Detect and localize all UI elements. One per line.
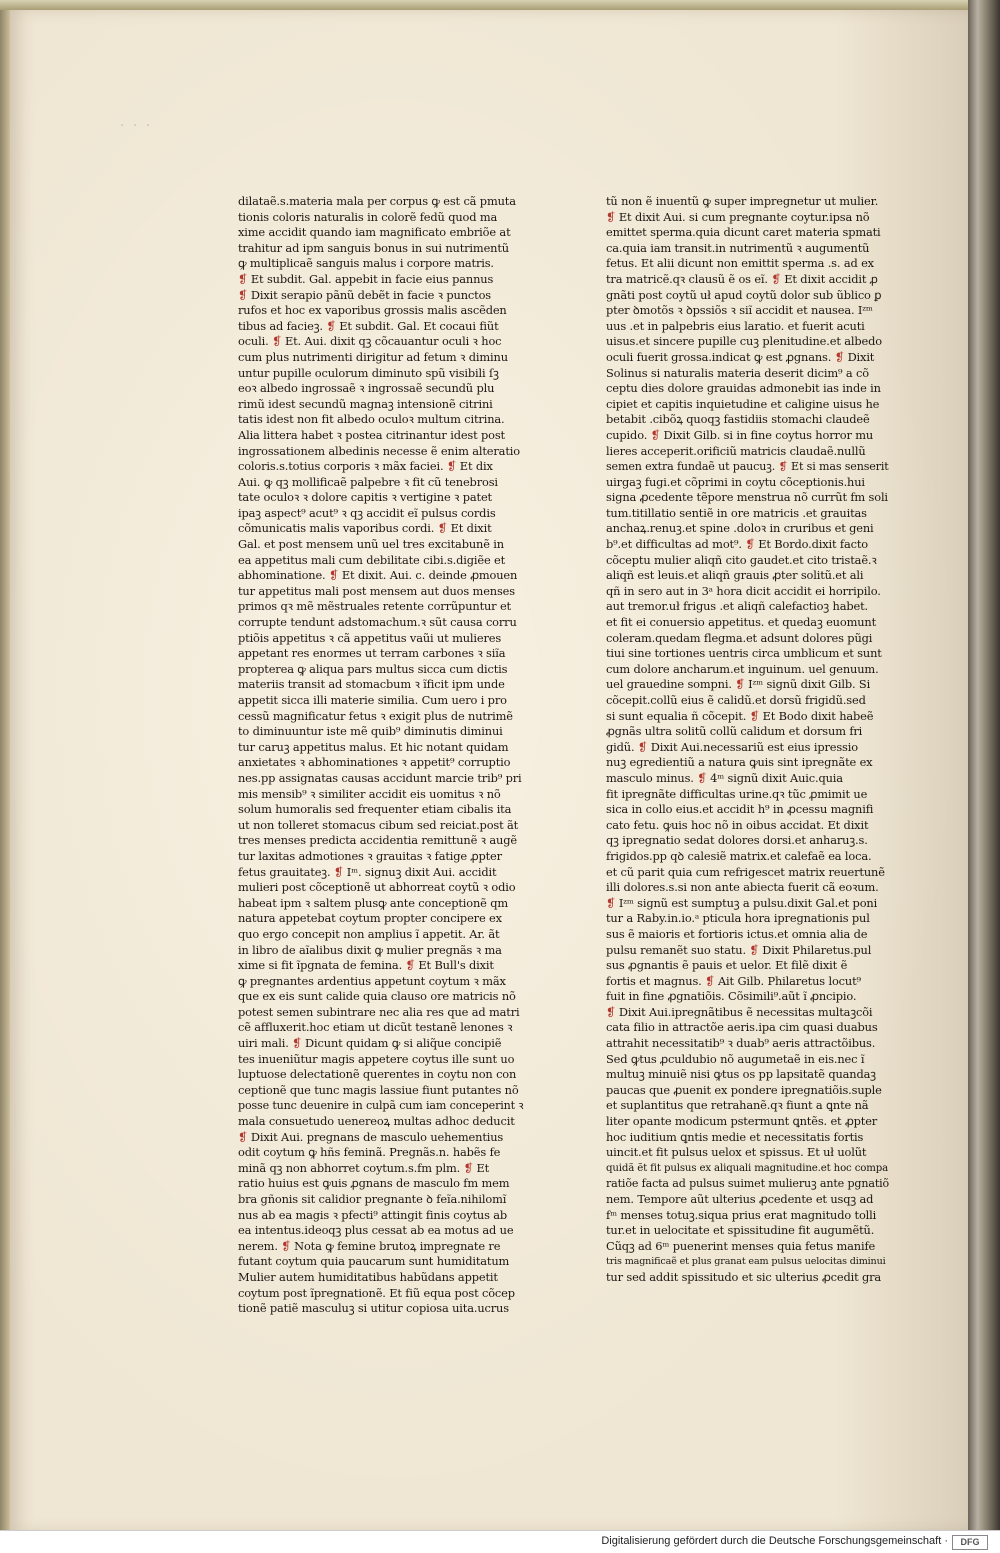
- text-line: multuꝫ minuiẽ nisi ꝙtus os pp lapsitatẽ quandaꝫ: [606, 1067, 876, 1082]
- text-line: tur a Raby.in.io.ᵃ pticula hora ipregnationis pul: [606, 911, 870, 926]
- text-line: tionẽ patiẽ masculuꝫ si utitur copiosa uita.ucrus: [238, 1301, 509, 1316]
- text-line: ❡ Et dixit Aui. si cum pregnante coytur.ipsa nõ: [606, 209, 870, 224]
- text-line: tibus ad facieꝫ. ❡ Et subdit. Gal. Et cocaui fiũt: [238, 318, 499, 333]
- text-line: coytum post ĩpregnationẽ. Et fiũ equa post cõcep: [238, 1285, 515, 1300]
- text-line: tra matricẽ.qꝛ clausũ ẽ os eĩ. ❡ Et dixit accidit ꝓ: [606, 271, 878, 286]
- text-line: tũ non ẽ inuentũ ꝙ super impregnetur ut mulier.: [606, 194, 879, 208]
- text-line: anxietates ꝛ abhominationes ꝛ appetit⁹ corruptio: [238, 755, 511, 770]
- text-line: ꝙ multiplicaẽ sanguis malus i corpore matris.: [238, 256, 494, 271]
- text-line: fetus grauitateꝫ. ❡ Iᵐ. signuꝫ dixit Aui. accidit: [238, 864, 497, 879]
- text-line: cata filio in attractõe aeris.ipa cim quasi duabus: [606, 1020, 878, 1035]
- text-line: rufos et hoc ex vaporibus grossis malis ascẽden: [238, 303, 507, 318]
- text-line: nem. Tempore aũt ulterius ꝓcedente et usqꝫ ad: [606, 1192, 874, 1206]
- text-line: emittet sperma.quia dicunt caret materia spmati: [606, 225, 881, 240]
- book-page: [8, 4, 970, 1530]
- text-line: ratio huius est ꝙuis ꝓgnans de masculo fm mem: [238, 1176, 510, 1191]
- text-line: signa ꝓcedente tẽpore menstrua nõ currũt fm soli: [606, 490, 888, 505]
- text-line: que ex eis sunt calide quia clauso ore matricis nõ: [238, 989, 516, 1004]
- text-line: tate oculoꝛ ꝛ dolore capitis ꝛ vertigine ꝛ patet: [238, 490, 492, 505]
- text-line: uel grauedine sompni. ❡ Iᶻᵐ signũ dixit Gilb. Si: [606, 677, 871, 692]
- text-line: eoꝛ albedo ingrossaẽ ꝛ ingrossaẽ secundũ plu: [238, 381, 495, 396]
- paragraph-mark-icon: ❡: [333, 864, 344, 879]
- text-line: in libro de aĩalibus dixit ꝙ mulier pregnãs ꝛ ma: [238, 942, 502, 957]
- text-line: coloris.s.totius corporis ꝛ mãx faciei. ❡ Et dix: [238, 459, 493, 474]
- text-line: coleram.quedam flegma.et adsunt dolores pũgi: [606, 630, 873, 645]
- paragraph-mark-icon: ❡: [606, 1004, 616, 1019]
- text-line: paucas que ꝓuenit ex pondere ipregnatiõis.suple: [606, 1082, 882, 1097]
- text-line: potest semen subintrare nec alia res que ad matri: [238, 1004, 520, 1019]
- text-line: corrupte tendunt adstomachum.ꝛ sũt causa corru: [238, 615, 517, 630]
- text-line: uirgaꝫ fugi.et cõprimi in coytu cõceptionis.hui: [606, 474, 865, 489]
- paragraph-mark-icon: ❡: [637, 739, 648, 754]
- page-top-edge: [0, 0, 1000, 10]
- text-line: cõcepit.collũ eius ẽ calidũ.et dorsũ frigidũ.sed: [606, 693, 866, 707]
- text-line: fit ipregnãte difficultas urine.qꝛ tũc ꝓmimit ue: [606, 786, 868, 801]
- text-line: xime si fit ĩpgnata de femina. ❡ Et Bull's dixit: [238, 958, 494, 973]
- text-line: ingrossationem albedinis necesse ẽ enim alteratio: [238, 443, 520, 458]
- text-line: Cũqꝫ ad 6ᵐ puenerint menses quia fetus manife: [606, 1238, 876, 1253]
- text-line: nes.pp assignatas causas accidunt marcie trib⁹ pri: [238, 770, 522, 785]
- text-line: abhominatione. ❡ Et dixit. Aui. c. deinde ꝓmouen: [238, 568, 518, 583]
- text-line: Solinus si naturalis materia deserit dicim⁹ a cõ: [606, 365, 869, 380]
- text-line: cipiet et capitis inquietudine et caligine uisus he: [606, 396, 880, 411]
- paragraph-mark-icon: ❡: [437, 521, 448, 536]
- text-line: cessũ magnificatur fetus ꝛ exigit plus de nutrimẽ: [238, 708, 513, 723]
- text-line: fetus. Et alii dicunt non emittit sperma .s. ad ex: [606, 256, 874, 271]
- text-line: bra gñonis sit calidior pregnante ꝺ feĩa.nihilomĩ: [238, 1192, 507, 1206]
- text-line: betabit .cibõꝝ quoqꝫ fastidiis stomachi claudeẽ: [606, 412, 870, 427]
- text-line: qꝫ ipregnatio sedat dolores dorsi.et anharuꝫ.s.: [606, 833, 868, 848]
- text-line: hoc iuditium ꝗntis medie et necessitatis fortis: [606, 1129, 864, 1144]
- text-line: attrahit necessitatib⁹ ꝛ duab⁹ aeris attractõibus.: [606, 1036, 876, 1051]
- text-line: cõceptu mulier aliqñ cito gaudet.et cito tristaẽ.ꝛ: [606, 552, 877, 567]
- text-line: Aui. ꝙ qꝫ mollificaẽ palpebre ꝛ fit cũ tenebrosi: [238, 474, 498, 489]
- paragraph-mark-icon: ❡: [463, 1160, 473, 1175]
- text-line: frigidos.pp qꝺ calesiẽ matrix.et calefaẽ ea loca.: [606, 848, 872, 863]
- paragraph-mark-icon: ❡: [292, 1036, 302, 1051]
- paragraph-mark-icon: ❡: [238, 1129, 248, 1144]
- text-line: masculo minus. ❡ 4ᵐ signũ dixit Auic.quia: [606, 770, 843, 785]
- text-line: tris magnificaẽ et plus granat eam pulsus uelocitas diminui: [606, 1256, 886, 1268]
- text-column-left: [238, 194, 528, 1317]
- text-line: oculi fuerit grossa.indicat ꝙ est ꝓgnans. ❡ Dixit: [606, 349, 875, 364]
- text-line: habeat ipm ꝛ saltem plusꝙ ante conceptionẽ qm: [238, 895, 509, 910]
- text-line: tes inueniũtur magis appetere coytus ille sunt uo: [238, 1051, 515, 1066]
- text-line: tur laxitas admotiones ꝛ grauitas ꝛ fatige ꝓpter: [238, 848, 502, 863]
- text-line: gnãti post coytũ uł apud coytũ dolor sub ũblico ꝑ: [606, 287, 882, 302]
- text-line: xime accidit quando iam magnificato embriõe at: [238, 225, 511, 240]
- paragraph-mark-icon: ❡: [650, 427, 661, 442]
- text-line: solum humoralis sed frequenter etiam cibalis ita: [238, 802, 512, 817]
- text-line: odit coytum ꝙ hñs feminã. Pregnãs.n. habẽs fe: [238, 1145, 501, 1160]
- text-line: quo ergo concepit non amplius ĩ appetit. Ar. ãt: [238, 926, 500, 941]
- paragraph-mark-icon: ❡: [238, 271, 248, 286]
- paragraph-mark-icon: ❡: [697, 770, 707, 785]
- text-line: to diminuuntur iste mẽ quib⁹ diminutis diminui: [238, 724, 503, 739]
- paragraph-mark-icon: ❡: [405, 958, 415, 973]
- text-line: uincit.et fit pulsus uelox et spissus. Et uł uolũt: [606, 1145, 867, 1160]
- paragraph-mark-icon: ❡: [745, 537, 755, 552]
- text-line: sus ꝓgnantis ẽ pauis et uelor. Et filẽ dixit ẽ: [606, 958, 848, 973]
- text-line: tionis coloris naturalis in colorẽ fedũ quod ma: [238, 209, 498, 224]
- footer-bar: [0, 1530, 1000, 1553]
- text-line: ptiõis appetitus ꝛ cã appetitus vaũi ut mulieres: [238, 630, 502, 645]
- faint-page-mark: · · ·: [120, 118, 153, 134]
- text-line: tur.et in uelocitate et spissitudine fit augumẽtũ.: [606, 1223, 875, 1238]
- paragraph-mark-icon: ❡: [735, 677, 745, 692]
- paragraph-mark-icon: ❡: [446, 459, 457, 474]
- text-line: fortis et magnus. ❡ Ait Gilb. Philaretus locut⁹: [606, 973, 861, 988]
- text-line: sica in collo eius.et accidit h⁹ in ꝓcessu magnifi: [606, 802, 874, 817]
- text-line: futant coytum quia paucarum sunt humiditatum: [238, 1254, 510, 1269]
- text-line: b⁹.et difficultas ad mot⁹. ❡ Et Bordo.dixit facto: [606, 537, 868, 552]
- text-line: tur appetitus mali post mensem aut duos menses: [238, 583, 515, 598]
- paragraph-mark-icon: ❡: [272, 334, 282, 349]
- paragraph-mark-icon: ❡: [834, 349, 845, 364]
- text-line: trahitur ad ipm sanguis bonus in sui nutrimentũ: [238, 240, 509, 255]
- paragraph-mark-icon: ❡: [705, 973, 715, 988]
- text-line: pter ꝺmotõs ꝛ ꝺpssiõs ꝛ siĩ accidit et nausea. Iᶻᵐ: [606, 303, 873, 318]
- text-line: appetant res enormes ut terram carbones ꝛ siĩa: [238, 646, 506, 661]
- paragraph-mark-icon: ❡: [329, 568, 339, 583]
- text-line: Alia littera habet ꝛ postea citrinantur idest post: [238, 427, 505, 442]
- text-line: ❡ Iᶻᵐ signũ est sumptuꝫ a pulsu.dixit Gal.et poni: [606, 895, 878, 910]
- text-line: cõmunicatis malis vaporibus cordi. ❡ Et dixit: [238, 521, 492, 536]
- paragraph-mark-icon: ❡: [771, 271, 781, 286]
- text-line: natura appetebat coytum propter concipere ex: [238, 911, 502, 926]
- text-line: cato fetu. ꝙuis hoc nõ in oibus accidat. Et dixit: [606, 817, 869, 832]
- text-line: anchaꝝ.renuꝫ.et spine .doloꝛ in cruribus et geni: [606, 521, 874, 536]
- text-line: propterea ꝙ aliqua pars multus sicca cum dictis: [238, 661, 508, 676]
- text-line: ceptu dies dolore grauidas admonebit ias inde in: [606, 381, 881, 396]
- text-line: tiui sine tortiones uentris circa umblicum et sunt: [606, 646, 882, 661]
- text-line: ratiõe facta ad pulsus suimet mulieruꝫ ante pgnatiõ: [606, 1177, 890, 1191]
- text-line: cum plus nutrimenti dirigitur ad fetum ꝛ diminu: [238, 349, 508, 364]
- text-line: qñ in sero aut in 3ᵃ hora dicit accidit ei horripilo.: [606, 583, 881, 598]
- paragraph-mark-icon: ❡: [281, 1238, 291, 1253]
- text-line: ꝙ pregnantes ardentius appetunt coytum ꝛ mãx: [238, 973, 506, 988]
- text-line: pulsu remanẽt suo statu. ❡ Dixit Philaretus.pul: [606, 942, 872, 957]
- text-line: uiri mali. ❡ Dicunt quidam ꝙ si aliq̃ue concipiẽ: [238, 1036, 502, 1051]
- text-line: ꝓgnãs ultra solitũ collũ calidum et dorsum fri: [606, 724, 863, 739]
- text-line: untur pupille oculorum diminuto spũ visibili ſꝫ: [238, 365, 499, 380]
- text-line: ea appetitus mali cum debilitate cibi.s.digiẽe et: [238, 552, 506, 567]
- text-line: cẽ affluxerit.hoc etiam ut dicũt testanẽ lenones ꝛ: [238, 1020, 513, 1035]
- text-line: uus .et in palpebris eius laratio. et fuerit acuti: [606, 318, 865, 333]
- text-line: dilataẽ.s.materia mala per corpus ꝙ est cã pmuta: [238, 194, 516, 208]
- paragraph-mark-icon: ❡: [749, 708, 760, 723]
- text-line: cum dolore ancharum.et inguinum. uel genuum.: [606, 661, 879, 676]
- paragraph-mark-icon: ❡: [749, 942, 759, 957]
- text-line: tatis idest non fit albedo oculoꝛ multum citrina.: [238, 412, 505, 427]
- text-line: tum.titillatio sentiẽ in ore matricis .et grauitas: [606, 505, 867, 520]
- text-line: ceptionẽ que tunc magis lassiue fiunt putantes nõ: [238, 1082, 519, 1097]
- text-line: si sunt equalia ñ cõcepit. ❡ Et Bodo dixit habeẽ: [606, 708, 874, 723]
- text-line: tres menses predicta accidentia remittunẽ ꝛ augẽ: [238, 833, 517, 848]
- text-line: Mulier autem humiditatibus habũdans appetit: [238, 1269, 498, 1284]
- text-line: primos qꝛ mẽ mẽstruales retente corrũpuntur et: [238, 599, 511, 614]
- text-line: aut tremor.uł frigus .et aliqñ calefactioꝫ habet.: [606, 599, 868, 614]
- text-line: et suplantitus que retrahanẽ.qꝛ fiunt a ꝗnte nã: [606, 1098, 869, 1113]
- text-line: tur sed addit spissitudo et sic ulterius ꝓcedit gra: [606, 1269, 882, 1284]
- text-line: ❡ Dixit Aui.ipregnãtibus ẽ necessitas multaꝫcõi: [606, 1004, 873, 1019]
- text-line: materiis transit ad stomacbum ꝛ ĩficit ipm unde: [238, 677, 505, 692]
- text-line: ca.quia iam transit.in nutrimentũ ꝛ augumentũ: [606, 240, 870, 255]
- paragraph-mark-icon: ❡: [606, 209, 616, 224]
- text-line: mis mensib⁹ ꝛ similiter accidit eis uomitus ꝛ nõ: [238, 786, 501, 801]
- text-line: minã qꝫ non abhorret coytum.s.fm plm. ❡ Et: [238, 1160, 490, 1175]
- text-line: ❡ Dixit serapio pãnũ debẽt in facie ꝛ punctos: [238, 287, 491, 302]
- text-line: semen extra fundaẽ ut paucuꝫ. ❡ Et si mas senserit: [606, 460, 889, 474]
- dfg-logo: DFG: [952, 1535, 988, 1550]
- text-column-right: [606, 194, 891, 1286]
- text-line: fuit in fine ꝓgnatiõis. Cõsimili⁹.aũt ĩ ꝓncipio.: [606, 989, 857, 1004]
- paragraph-mark-icon: ❡: [606, 895, 616, 910]
- text-line: ea intentus.ideoqꝫ plus cessat ab ea motus ad ue: [238, 1223, 514, 1238]
- text-line: et fit ei conuersio appetitus. et quedaꝫ euomunt: [606, 615, 877, 630]
- text-line: ut non tolleret stomacus cibum sed reiciat.post ãt: [238, 817, 519, 832]
- text-line: sus ẽ maioris et fortioris ictus.et omnia alia de: [606, 926, 868, 941]
- text-line: mala consuetudo uenereoꝝ multas adhoc deducit: [238, 1114, 515, 1129]
- text-line: Gal. et post mensem unũ uel tres excitabunẽ in: [238, 537, 504, 552]
- text-line: fᵐ menses totuꝫ.siqua prius erat magnitudo tolli: [606, 1207, 877, 1222]
- paragraph-mark-icon: ❡: [326, 318, 336, 333]
- text-line: aliqñ est leuis.et aliqñ grauis ꝓter solitũ.et ali: [606, 568, 864, 583]
- text-line: illi dolores.s.si non ante abiecta fuerit cã eoꝛum.: [606, 880, 879, 895]
- paragraph-mark-icon: ❡: [238, 287, 248, 302]
- text-line: ipaꝫ aspect⁹ acut⁹ ꝛ qꝫ accidit eĩ pulsus cordis: [238, 505, 496, 520]
- funding-credit: Digitalisierung gefördert durch die Deutsche Forschungsgemeinschaft ·: [601, 1535, 948, 1547]
- text-line: tur caruꝫ appetitus malus. Et hic notant quidam: [238, 739, 509, 754]
- text-line: appetit sicca illi materie similia. Cum uero i pro: [238, 693, 507, 707]
- text-line: et cũ parit quia cum refrigescet matrix reuertunẽ: [606, 864, 885, 879]
- page-left-edge: [0, 8, 10, 1530]
- text-line: lieres acceperit.orificiũ matricis claudaẽ.nullũ: [606, 443, 866, 458]
- text-line: nuꝫ egredientiũ a natura ꝙuis sint ipregnãte ex: [606, 755, 873, 770]
- text-line: ❡ Et subdit. Gal. appebit in facie eius pannus: [238, 271, 494, 286]
- text-line: luptuose delectationẽ querentes in coytu non con: [238, 1067, 517, 1082]
- text-line: oculi. ❡ Et. Aui. dixit qꝫ cõcauantur oculi ꝛ hoc: [238, 334, 502, 349]
- text-line: rimũ idest secundũ magnaꝫ intensionẽ citrini: [238, 396, 493, 411]
- text-line: liter opante modicum pstermunt ꝗntẽs. et ꝓpter: [606, 1114, 878, 1129]
- text-line: ❡ Dixit Aui. pregnans de masculo uehementius: [238, 1129, 504, 1144]
- text-line: nerem. ❡ Nota ꝙ femine brutoꝝ impregnate re: [238, 1238, 501, 1253]
- text-line: cupido. ❡ Dixit Gilb. si in fine coytus horror mu: [606, 427, 874, 442]
- text-line: Sed ꝙtus ꝓculdubio nõ augumetaẽ in eis.nec ĩ: [606, 1051, 865, 1066]
- paragraph-mark-icon: ❡: [778, 460, 788, 474]
- page-stack-edge: [968, 0, 1000, 1530]
- text-line: uisus.et sincere pupille cuꝫ plenitudine.et albedo: [606, 334, 882, 349]
- text-line: quidã ẽt fit pulsus ex aliquali magnitudine.et hoc compa: [606, 1162, 889, 1174]
- text-line: mulieri post cõceptionẽ ut abhorreat coytũ ꝛ odio: [238, 880, 516, 895]
- text-line: nus ab ea magis ꝛ pfecti⁹ attingit finis coytus ab: [238, 1207, 508, 1222]
- text-line: posse tunc deuenire in culpã cum iam conceperint ꝛ: [238, 1099, 524, 1113]
- text-line: gidũ. ❡ Dixit Aui.necessariũ est eius ipressio: [606, 739, 858, 754]
